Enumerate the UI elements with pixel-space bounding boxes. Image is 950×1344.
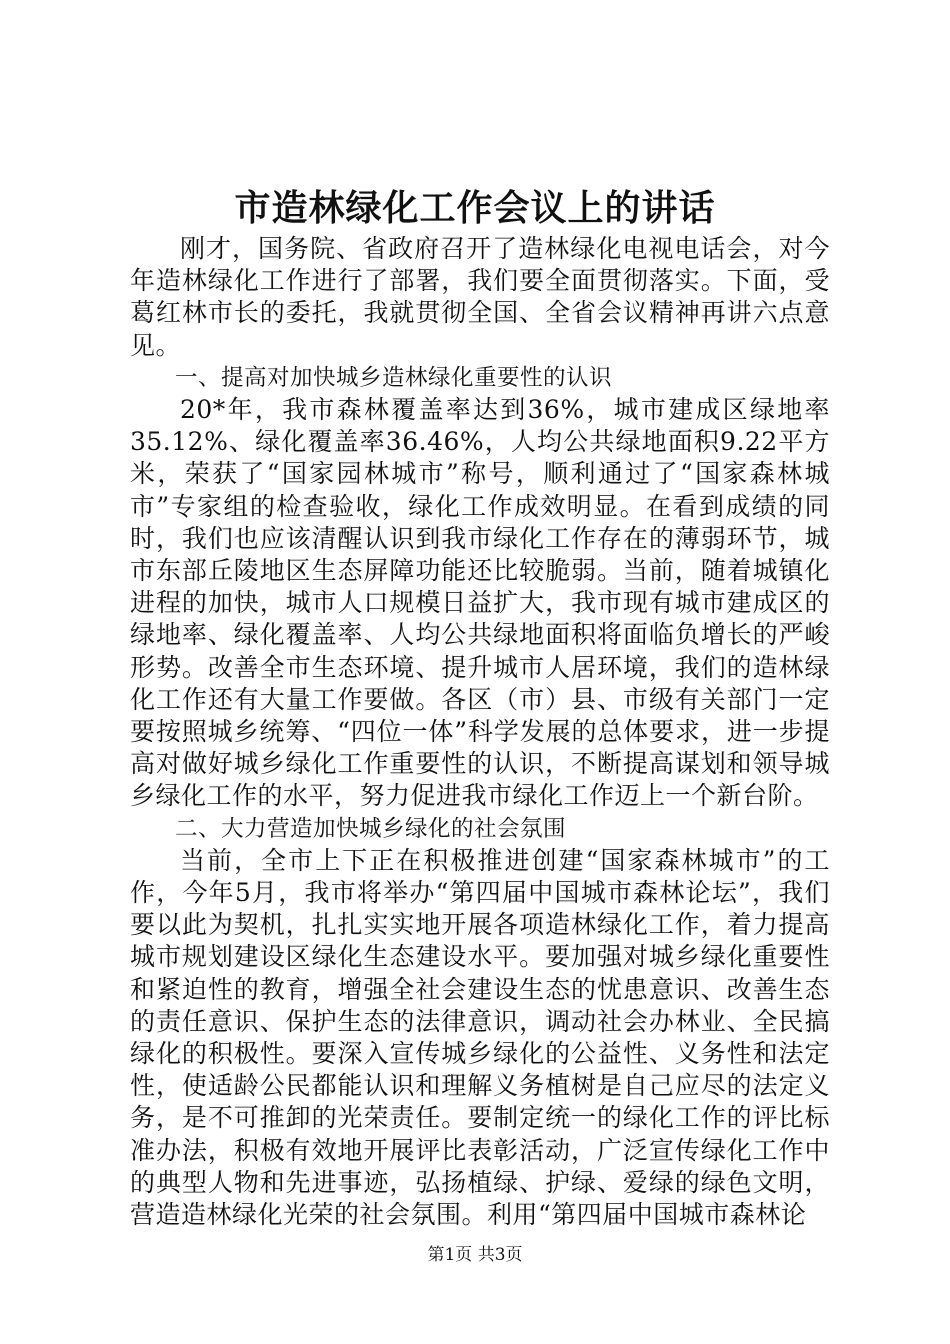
page-number-footer: 第1页 共3页 [427, 1245, 523, 1265]
document-body [130, 233, 830, 1231]
paragraph-section-2: 当前，全市上下正在积极推进创建“国家森林城市”的工作，今年5月，我市将举办“第四届中国城市森林论坛”，我们要以此为契机，扎扎实实地开展各项造林绿化工作，着力提高城市规划建设区绿化生态建设水平。要加强对城乡绿化重要性和紧迫性的教育，增强全社会建设生态的忧患意识、改善生态的责任意识、保护生态的法律意识，调动社会办林业、全民搞绿化的积极性。要深入宣传城乡绿化的公益性、义务性和法定性，使适龄公民都能认识和理解义务植树是自己应尽的法定义务，是不可推卸的光荣责任。要制定统一的绿化工作的评比标准办法，积极有效地开展评比表彰活动，广泛宣传绿化工作中的典型人物和先进事迹，弘扬植绿、护绿、爱绿的绿色文明，营造造林绿化光荣的社会氛围。利用“第四届中国城市森林论 [130, 845, 830, 1230]
paragraph-intro: 刚才，国务院、省政府召开了造林绿化电视电话会，对今年造林绿化工作进行了部署，我们要全面贯彻落实。下面，受葛红林市长的委托，我就贯彻全国、全省会议精神再讲六点意见。 [130, 234, 830, 360]
section-heading-1: 一、提高对加快城乡造林绿化重要性的认识 [175, 364, 613, 391]
paragraph-section-1: 20*年，我市森林覆盖率达到36%，城市建成区绿地率35.12%、绿化覆盖率36.46%，人均公共绿地面积9.22平方米，荣获了“国家园林城市”称号，顺利通过了“国家森林城市”专家组的检查验收，绿化工作成效明显。在看到成绩的同时，我们也应该清醒认识到我市绿化工作存在的薄弱环节，城市东部丘陵地区生态屏障功能还比较脆弱。当前，随着城镇化进程的加快，城市人口规模日益扩大，我市现有城市建成区的绿地率、绿化覆盖率、人均公共绿地面积将面临负增长的严峻形势。改善全市生态环境、提升城市人居环境，我们的造林绿化工作还有大量工作要做。各区（市）县、市级有关部门一定要按照城乡统筹、“四位一体”科学发展的总体要求，进一步提高对做好城乡绿化工作重要性的认识，不断提高谋划和领导城乡绿化工作的水平，努力促进我市绿化工作迈上一个新台阶。 [130, 395, 830, 811]
section-heading-2: 二、大力营造加快城乡绿化的社会氛围 [175, 815, 567, 842]
document-title: 市造林绿化工作会议上的讲话 [234, 187, 716, 229]
